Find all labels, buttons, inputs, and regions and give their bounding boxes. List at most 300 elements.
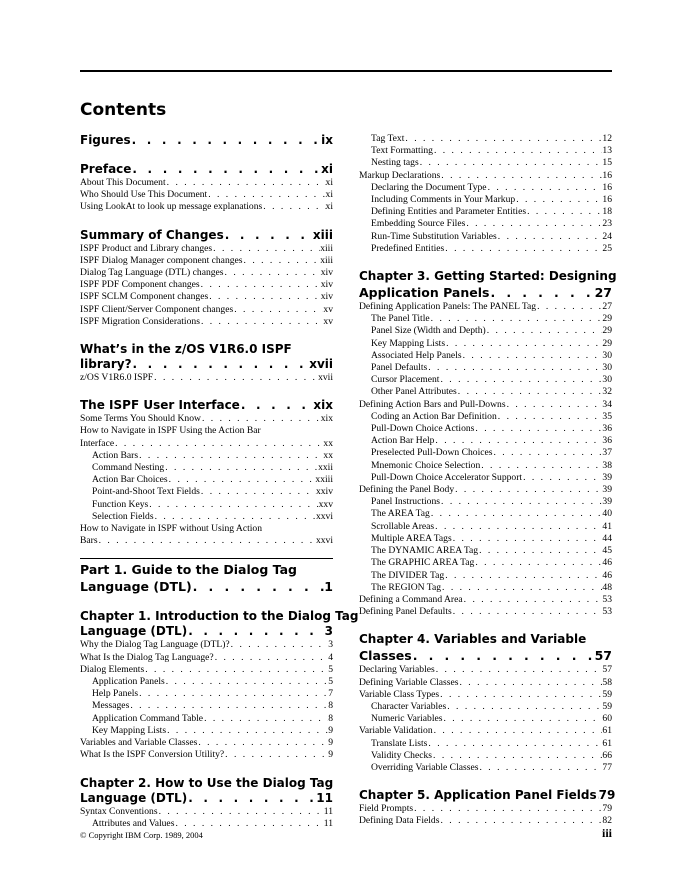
toc-entry[interactable]	[80, 462, 333, 474]
dot-leader	[224, 267, 321, 279]
toc-entry-page: 29	[602, 337, 612, 349]
toc-entry-label: ISPF Dialog Manager component changes	[80, 254, 243, 266]
toc-entry-label: Defining Panel Defaults	[359, 606, 452, 618]
toc-entry[interactable]	[359, 738, 612, 750]
dot-leader	[497, 231, 603, 243]
toc-entry-page: 44	[602, 532, 612, 544]
toc-entry[interactable]	[359, 301, 612, 313]
dot-leader	[474, 423, 602, 435]
toc-entry[interactable]	[359, 350, 612, 362]
toc-entry-label: Variable Class Types	[359, 688, 440, 700]
toc-entry-label: The Panel Title	[371, 313, 430, 325]
dot-leader	[506, 399, 603, 411]
toc-entry[interactable]	[80, 372, 333, 384]
dot-leader	[197, 737, 328, 749]
chapter2-cont-list	[359, 133, 612, 255]
toc-entry-page: 66	[602, 749, 612, 761]
toc-entry[interactable]	[359, 362, 612, 374]
toc-entry-page: 27	[602, 301, 612, 313]
toc-entry-page: 48	[602, 581, 612, 593]
toc-entry[interactable]	[80, 201, 333, 213]
toc-entry-label: Action Bars	[92, 449, 139, 461]
toc-entry-page: 32	[602, 386, 612, 398]
toc-entry-page: 9	[328, 749, 333, 761]
toc-entry[interactable]	[359, 194, 612, 206]
toc-entry-label: Text Formatting	[371, 145, 433, 157]
dot-leader	[129, 700, 328, 712]
dot-leader	[536, 301, 602, 313]
toc-entry[interactable]	[359, 496, 612, 508]
toc-entry[interactable]	[359, 689, 612, 701]
toc-entry[interactable]	[359, 557, 612, 569]
toc-entry-label: ISPF SCLM Component changes	[80, 291, 209, 303]
dot-leader	[262, 201, 325, 213]
toc-entry[interactable]	[359, 435, 612, 447]
toc-entry-page: xxvi	[315, 510, 333, 522]
toc-entry[interactable]	[80, 177, 333, 189]
toc-entry-line1: How to Navigate in ISPF Using the Action Bar	[80, 425, 261, 437]
toc-entry-page: 39	[602, 471, 612, 483]
preface-list	[80, 177, 333, 214]
toc-entry[interactable]	[359, 447, 612, 459]
toc-entry-line1: How to Navigate in ISPF without Using Action	[80, 523, 263, 535]
toc-entry[interactable]	[359, 725, 612, 737]
toc-chapter1[interactable]: Language (DTL) . . . 3	[80, 624, 333, 639]
toc-entry[interactable]	[359, 664, 612, 676]
toc-entry-page: xvii	[318, 372, 333, 384]
toc-entry-label: Declaring the Document Type	[371, 181, 487, 193]
toc-entry-page: 37	[602, 447, 612, 459]
toc-entry[interactable]	[359, 231, 612, 243]
toc-entry-label: Key Mapping Lists	[92, 724, 167, 736]
toc-entry-page: xiii	[320, 242, 333, 254]
toc-entry-page: 77	[602, 761, 612, 773]
toc-entry-label: Overriding Variable Classes	[371, 761, 479, 773]
toc-entry[interactable]	[80, 749, 333, 761]
toc-entry-page: 61	[602, 725, 612, 737]
toc-entry[interactable]	[359, 545, 612, 557]
toc-entry-label: Tag Text	[371, 133, 405, 144]
toc-entry-label: Predefined Entities	[371, 242, 445, 254]
dot-leader	[462, 350, 603, 362]
dot-leader	[138, 450, 323, 462]
toc-chapter4[interactable]: Classes . . . 57	[359, 647, 612, 664]
dot-leader	[427, 362, 602, 374]
toc-entry[interactable]	[359, 218, 612, 230]
dot-leader	[480, 460, 602, 472]
top-rule	[80, 70, 612, 72]
toc-entry-page: xv	[323, 303, 333, 315]
dot-leader	[144, 664, 328, 676]
toc-entry-page: 30	[602, 374, 612, 386]
toc-entry[interactable]	[80, 316, 333, 328]
dot-leader	[458, 677, 602, 689]
toc-entry-label: Syntax Conventions	[80, 805, 158, 817]
toc-entry[interactable]	[80, 664, 333, 676]
toc-entry-page: 30	[602, 362, 612, 374]
dot-leader	[233, 304, 323, 316]
toc-entry[interactable]	[359, 399, 612, 411]
toc-entry-label: Embedding Source Files	[371, 218, 466, 230]
toc-entry[interactable]	[359, 803, 612, 815]
whatsnew-list	[80, 372, 333, 384]
dot-leader	[442, 713, 602, 725]
toc-entry-label: Panel Defaults	[371, 362, 428, 374]
toc-entry-label: Variables and Variable Classes	[80, 737, 198, 749]
toc-entry[interactable]	[80, 676, 333, 688]
dot-leader	[148, 499, 318, 511]
toc-entry-label: Validity Checks	[371, 749, 433, 761]
toc-entry-page: 3	[328, 639, 333, 651]
dot-leader	[224, 749, 328, 761]
dot-leader	[444, 243, 602, 255]
toc-entry-label: ISPF Client/Server Component changes	[80, 303, 234, 315]
toc-entry[interactable]	[80, 267, 333, 279]
toc-entry-page: 16	[602, 194, 612, 206]
toc-entry[interactable]	[359, 243, 612, 255]
toc-entry-label: Defining Data Fields	[359, 815, 440, 827]
dot-leader	[457, 386, 603, 398]
toc-entry-label: Numeric Variables	[371, 713, 443, 725]
toc-entry-page: 41	[602, 520, 612, 532]
toc-entry[interactable]	[359, 460, 612, 472]
dot-leader	[444, 570, 602, 582]
toc-entry-label: Command Nesting	[92, 462, 165, 474]
toc-entry-label: ISPF Migration Considerations	[80, 315, 200, 327]
dot-leader	[522, 472, 602, 484]
toc-entry[interactable]	[80, 737, 333, 749]
toc-entry[interactable]	[80, 243, 333, 255]
toc-entry[interactable]	[359, 313, 612, 325]
dot-leader	[440, 496, 602, 508]
toc-entry-label: The REGION Tag	[371, 581, 442, 593]
toc-entry[interactable]	[359, 157, 612, 169]
toc-chapter4-line1: Chapter 4. Variables and Variable	[359, 632, 587, 647]
toc-entry-page: 24	[602, 230, 612, 242]
dot-leader	[452, 606, 603, 618]
toc-entry[interactable]	[359, 170, 612, 182]
toc-entry[interactable]	[359, 521, 612, 533]
dot-leader	[165, 676, 328, 688]
toc-entry[interactable]	[359, 411, 612, 423]
toc-whatsnew[interactable]: library? . . . xvii	[80, 357, 333, 372]
toc-entry[interactable]: Interface . . . xx	[80, 438, 333, 450]
toc-entry[interactable]	[359, 594, 612, 606]
toc-entry-label: The GRAPHIC AREA Tag	[371, 557, 475, 569]
chapter3-list	[359, 301, 612, 618]
toc-entry-label: Nesting tags	[371, 157, 419, 169]
toc-entry-label: Preselected Pull-Down Choices	[371, 447, 493, 459]
toc-entry[interactable]	[80, 450, 333, 462]
toc-entry-page: 29	[602, 313, 612, 325]
toc-entry-page: 82	[602, 815, 612, 827]
dot-leader	[164, 462, 318, 474]
toc-entry[interactable]	[80, 189, 333, 201]
toc-entry-label: Markup Declarations	[359, 169, 441, 181]
toc-part1[interactable]: Language (DTL) . . . 1	[80, 578, 333, 595]
toc-entry[interactable]: Some Terms You Should Know . . . xix	[80, 413, 333, 425]
toc-entry[interactable]	[80, 806, 333, 818]
toc-entry-page: 79	[602, 803, 612, 815]
dot-leader	[166, 177, 326, 189]
dot-leader	[433, 725, 603, 737]
dot-leader	[452, 533, 603, 545]
toc-entry-page: 59	[602, 700, 612, 712]
toc-entry[interactable]	[80, 652, 333, 664]
dot-leader	[153, 372, 318, 384]
toc-entry[interactable]	[80, 474, 333, 486]
toc-entry-page: 23	[602, 218, 612, 230]
toc-entry-page: 11	[323, 805, 333, 817]
dot-leader	[174, 818, 323, 830]
toc-entry[interactable]	[80, 725, 333, 737]
dot-leader	[433, 145, 602, 157]
dot-leader	[439, 374, 602, 386]
dot-leader	[154, 511, 316, 523]
toc-entry-page: 9	[328, 724, 333, 736]
toc-entry-page: 5	[328, 663, 333, 675]
dot-leader	[463, 594, 603, 606]
toc-entry[interactable]	[359, 423, 612, 435]
toc-entry-page: 11	[323, 817, 333, 829]
toc-entry-label: Run-Time Substitution Variables	[371, 230, 497, 242]
toc-chapter3[interactable]: Application Panels . . . 27	[359, 284, 612, 301]
toc-entry[interactable]	[359, 508, 612, 520]
toc-entry-label: Pull-Down Choice Actions	[371, 423, 475, 435]
toc-entry-label: Field Prompts	[359, 803, 414, 815]
toc-figures[interactable]: Figures . . . ix	[80, 133, 333, 148]
dot-leader	[478, 762, 602, 774]
toc-entry-page: 61	[602, 737, 612, 749]
toc-entry-page: 25	[602, 242, 612, 254]
toc-entry-page: xi	[325, 189, 333, 201]
toc-entry[interactable]	[359, 133, 612, 145]
toc-entry[interactable]	[359, 815, 612, 827]
toc-entry[interactable]	[359, 762, 612, 774]
toc-entry-label: Dialog Tag Language (DTL) changes	[80, 267, 224, 279]
toc-summary-of-changes[interactable]: Summary of Changes . . . xiii	[80, 228, 333, 243]
dot-leader	[203, 713, 328, 725]
toc-entry[interactable]	[359, 606, 612, 618]
toc-entry-label: The AREA Tag	[371, 508, 430, 520]
toc-user-interface[interactable]: The ISPF User Interface . . . xix	[80, 398, 333, 413]
toc-entry-page: 34	[602, 398, 612, 410]
toc-entry[interactable]	[80, 713, 333, 725]
dot-leader	[413, 803, 602, 815]
toc-entry[interactable]	[80, 688, 333, 700]
toc-entry-page: xiv	[320, 291, 333, 303]
toc-entry-page: xv	[323, 315, 333, 327]
toc-entry-page: 57	[602, 664, 612, 676]
toc-entry-page: 35	[602, 410, 612, 422]
toc-entry-label: Defining the Panel Body	[359, 484, 455, 496]
page-title: Contents	[80, 100, 167, 120]
dot-leader	[454, 484, 602, 496]
toc-entry[interactable]	[359, 325, 612, 337]
toc-entry[interactable]	[359, 472, 612, 484]
toc-entry-page: xiv	[320, 267, 333, 279]
dot-leader	[465, 218, 602, 230]
dot-leader	[445, 338, 602, 350]
toc-entry-label: Multiple AREA Tags	[371, 532, 452, 544]
toc-entry-page: xi	[325, 201, 333, 213]
toc-chapter5[interactable]: Chapter 5. Application Panel Fields . . . 79	[359, 788, 612, 803]
dot-leader	[158, 806, 324, 818]
dot-leader	[434, 521, 602, 533]
toc-entry-label: Why the Dialog Tag Language (DTL)?	[80, 639, 230, 651]
toc-entry[interactable]	[80, 818, 333, 830]
toc-entry-page: 53	[602, 606, 612, 618]
dot-leader	[439, 815, 602, 827]
toc-chapter2-line1: Chapter 2. How to Use the Dialog Tag	[80, 775, 334, 790]
toc-entry[interactable]	[80, 499, 333, 511]
toc-entry-page: xx	[323, 449, 333, 461]
dot-leader	[427, 738, 602, 750]
copyright-footer: © Copyright IBM Corp. 1989, 2004	[80, 830, 203, 840]
dot-leader	[515, 194, 602, 206]
toc-entry[interactable]	[80, 304, 333, 316]
toc-entry-label: Associated Help Panels	[371, 349, 462, 361]
toc-entry-label: The DYNAMIC AREA Tag	[371, 545, 479, 557]
toc-entry-label: Help Panels	[92, 688, 139, 700]
toc-entry-page: 12	[602, 133, 612, 144]
toc-chapter1-line1: Chapter 1. Introduction to the Dialog Tag	[80, 609, 359, 624]
toc-entry-label: Defining a Command Area	[359, 593, 463, 605]
toc-entry[interactable]	[80, 639, 333, 651]
toc-entry-label: Pull-Down Choice Accelerator Support	[371, 471, 523, 483]
toc-entry-page: 45	[602, 545, 612, 557]
toc-entry[interactable]	[359, 374, 612, 386]
toc-entry-label: Action Bar Help	[371, 435, 435, 447]
toc-entry-label: Key Mapping Lists	[371, 337, 446, 349]
chapter1-list	[80, 639, 333, 761]
dot-leader	[446, 701, 602, 713]
toc-entry[interactable]	[359, 206, 612, 218]
toc-entry[interactable]	[359, 701, 612, 713]
toc-entry[interactable]	[359, 484, 612, 496]
toc-entry[interactable]	[359, 145, 612, 157]
toc-entry[interactable]	[359, 713, 612, 725]
dot-leader	[166, 725, 328, 737]
toc-entry-label: Including Comments in Your Markup	[371, 194, 516, 206]
dot-leader	[230, 639, 329, 651]
toc-entry-page: xi	[325, 177, 333, 188]
toc-entry-label: What Is the ISPF Conversion Utility?	[80, 749, 225, 761]
toc-entry-page: xxv	[318, 498, 333, 510]
dot-leader	[493, 447, 603, 459]
toc-entry-page: 4	[328, 651, 333, 663]
toc-entry-label: Panel Size (Width and Depth)	[371, 325, 486, 337]
toc-entry-page: 36	[602, 423, 612, 435]
toc-entry-page: 40	[602, 508, 612, 520]
toc-entry-label: Attributes and Values	[92, 817, 175, 829]
toc-entry-label: Panel Instructions	[371, 496, 441, 508]
dot-leader	[478, 545, 602, 557]
dot-leader	[419, 157, 603, 169]
toc-entry-page: xiv	[320, 279, 333, 291]
dot-leader	[474, 557, 602, 569]
toc-entry[interactable]	[80, 700, 333, 712]
toc-entry-label: Dialog Elements	[80, 663, 145, 675]
toc-entry-label: z/OS V1R6.0 ISPF	[80, 372, 154, 384]
toc-entry-page: 58	[602, 676, 612, 688]
toc-entry[interactable]: Bars . . . xxvi	[80, 535, 333, 547]
dot-leader	[430, 313, 603, 325]
toc-entry-page: 59	[602, 688, 612, 700]
toc-chapter2[interactable]: Language (DTL) . . . 11	[80, 791, 333, 806]
dot-leader	[435, 664, 603, 676]
toc-left-column	[80, 133, 359, 830]
chapter2-list	[80, 806, 333, 830]
toc-entry-label: Defining Variable Classes	[359, 676, 459, 688]
toc-entry-label: Other Panel Attributes	[371, 386, 457, 398]
toc-entry-page: 16	[602, 181, 612, 193]
toc-entry-label: About This Document	[80, 177, 166, 188]
toc-entry[interactable]	[80, 511, 333, 523]
toc-entry[interactable]	[359, 386, 612, 398]
toc-entry-page: 5	[328, 676, 333, 688]
dot-leader	[487, 182, 603, 194]
toc-entry-page: 39	[602, 484, 612, 496]
dot-leader	[138, 688, 328, 700]
toc-entry[interactable]	[359, 677, 612, 689]
toc-preface[interactable]: Preface . . . xi	[80, 162, 333, 177]
toc-entry[interactable]	[359, 750, 612, 762]
toc-entry-label: Messages	[92, 700, 130, 712]
toc-entry-page: 9	[328, 737, 333, 749]
summary-list	[80, 243, 333, 328]
dot-leader	[526, 206, 602, 218]
toc-entry[interactable]	[359, 182, 612, 194]
dot-leader	[214, 652, 329, 664]
toc-entry-label: Variable Validation	[359, 725, 433, 737]
dot-leader	[207, 189, 325, 201]
toc-entry[interactable]	[359, 338, 612, 350]
toc-entry[interactable]	[359, 582, 612, 594]
toc-entry[interactable]	[80, 279, 333, 291]
dot-leader	[404, 133, 602, 145]
dot-leader	[200, 316, 323, 328]
dot-leader	[200, 279, 321, 291]
toc-right-column	[359, 133, 617, 828]
toc-entry-label: Selection Fields	[92, 510, 154, 522]
part-rule	[80, 558, 333, 559]
dot-leader	[440, 170, 602, 182]
toc-entry-page: xxiii	[315, 474, 333, 486]
toc-entry[interactable]	[80, 291, 333, 303]
toc-entry-label: Action Bar Choices	[92, 474, 168, 486]
dot-leader	[432, 750, 602, 762]
dot-leader	[439, 689, 602, 701]
toc-entry[interactable]	[80, 486, 333, 498]
toc-entry-label: Using LookAt to look up message explanations	[80, 201, 263, 213]
toc-entry[interactable]	[359, 570, 612, 582]
toc-entry-page: 46	[602, 569, 612, 581]
toc-entry-page: xxii	[318, 462, 333, 474]
toc-entry[interactable]	[80, 255, 333, 267]
toc-entry[interactable]	[359, 533, 612, 545]
toc-entry-label: Who Should Use This Document	[80, 189, 208, 201]
toc-chapter3-line1: Chapter 3. Getting Started: Designing	[359, 269, 617, 284]
dot-leader	[212, 243, 320, 255]
dot-leader	[200, 486, 316, 498]
dot-leader	[430, 508, 603, 520]
nav-sub-list	[80, 450, 333, 523]
chapter5-list	[359, 803, 612, 827]
dot-leader	[208, 291, 321, 303]
toc-entry-label: Translate Lists	[371, 737, 428, 749]
toc-entry-label: ISPF Product and Library changes	[80, 242, 213, 254]
